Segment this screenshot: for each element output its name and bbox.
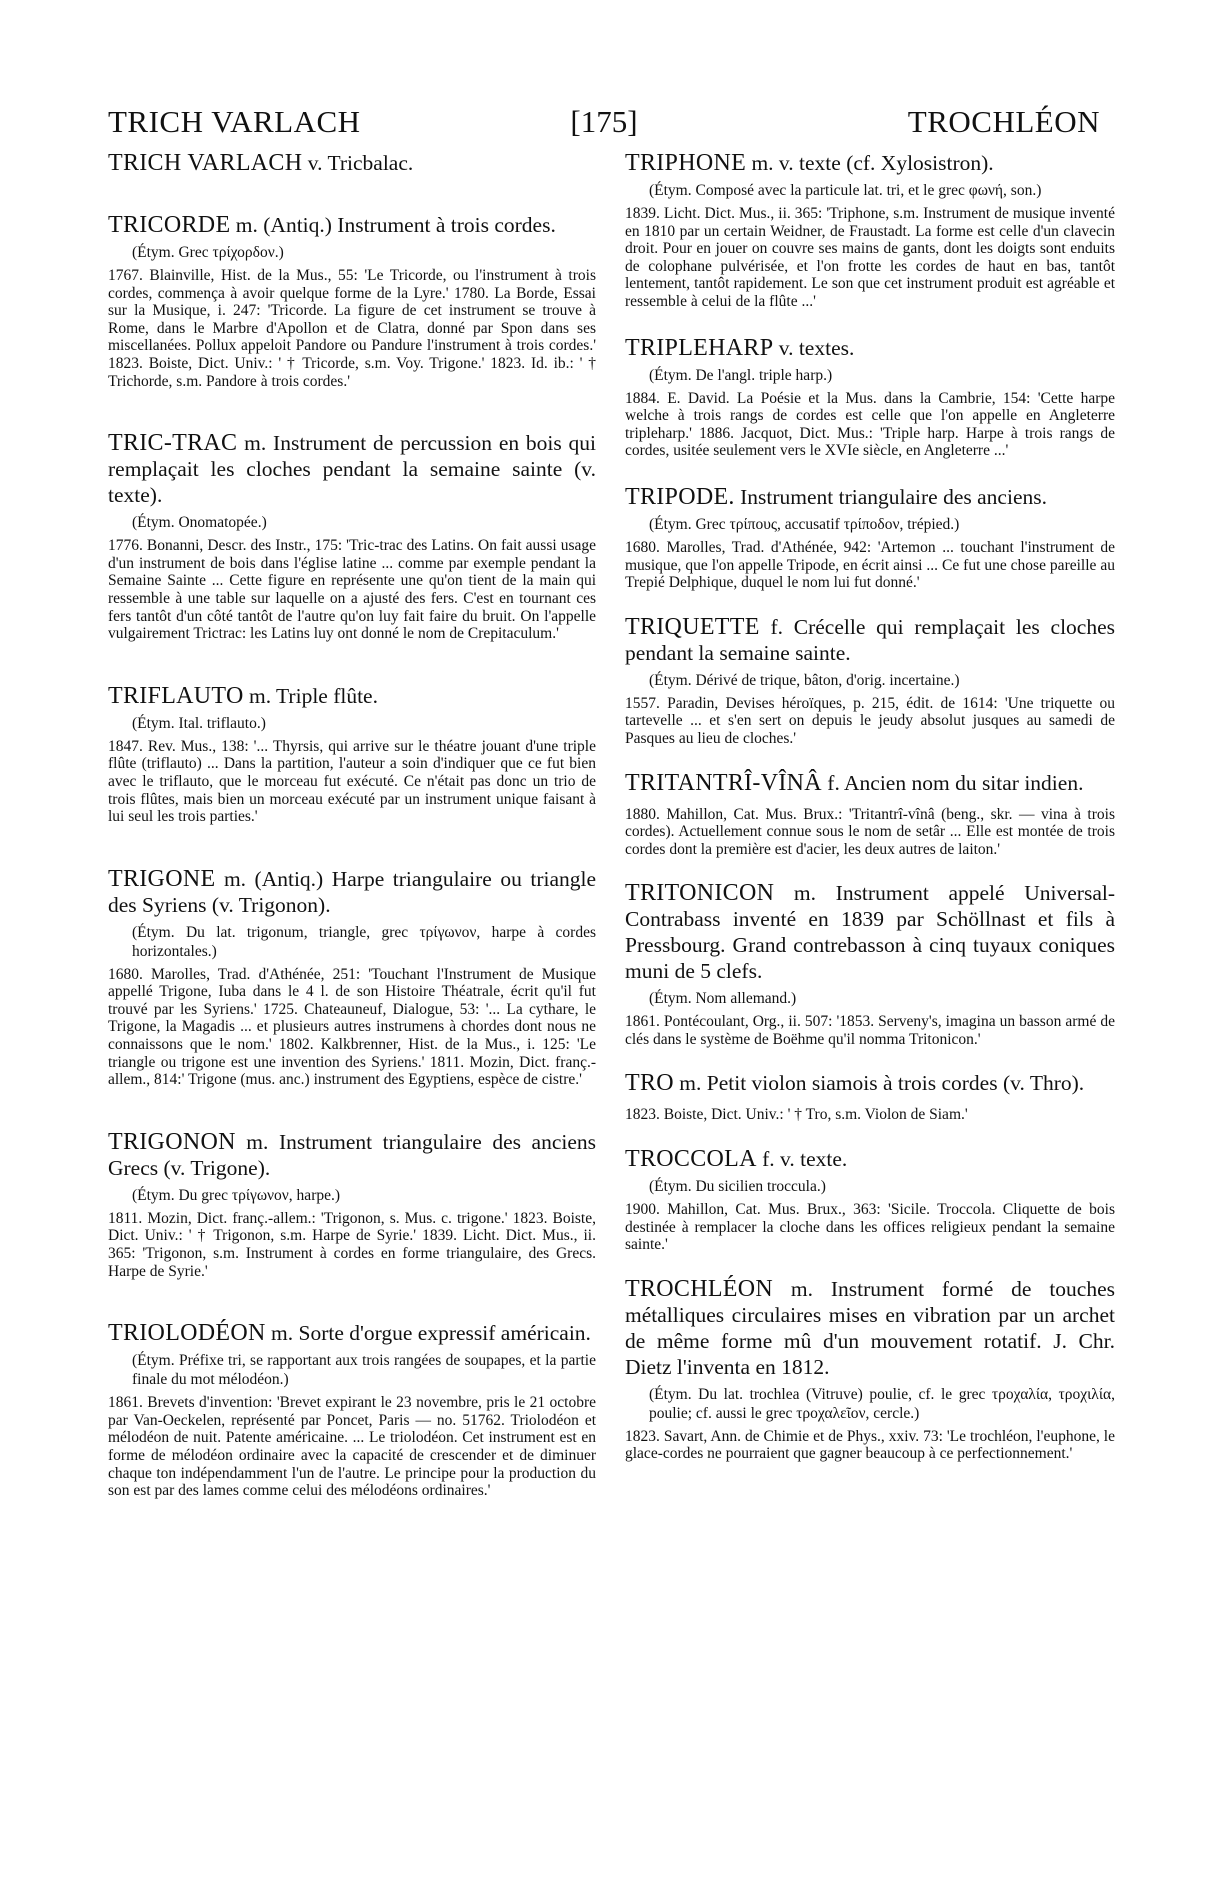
citation: 1767. Blainville, Hist. de la Mus., 55: 'Le Tricorde, ou l'instrument à trois cordes, commença à avoir quelque forme de la Lyre.' 1780. La Borde, Essai sur la Musique, i. 247: 'Tricorde. La figure de cet instrument se trouve à Rome, dans le Marbre d'Apollon et de Clatra, donné par Spon dans ses miscellanées. Pollux appeloit Pandore ou Pandure l'instrument à trois cordes.' 1823. Boiste, Dict. Univ.: ' † Tricorde, s.m. Voy. Trigone.' 1823. Id. ib.: ' † Trichorde, s.m. Pandore à trois cordes.' <box>108 267 596 390</box>
headword: TRIPLEHARP <box>625 334 774 361</box>
definition: f. Crécelle qui remplaçait les cloches pendant la semaine sainte. <box>625 614 1116 665</box>
headword: TRIFLAUTO <box>108 682 244 709</box>
page-number: [175] <box>570 104 638 139</box>
citation: 1823. Boiste, Dict. Univ.: ' † Tro, s.m. Violon de Siam.' <box>625 1106 968 1124</box>
headword: TRITONICON <box>625 880 775 907</box>
headword: TRIPODE. <box>625 483 735 510</box>
etymology: (Étym. Composé avec la particule lat. tri, et le grec φωνή, son.) <box>649 182 1042 199</box>
definition: m. Instrument de percussion en bois qui remplaçait les cloches pendant la semaine sainte (v. texte). <box>108 431 596 508</box>
citation: 1880. Mahillon, Cat. Mus. Brux.: 'Tritantrî-vînâ (beng., skr. — vina à trois cordes). Actuellement connue sous le nom de setâr ... Elle est montée de trois cordes dont la première est d'acier, les deux autres de laiton.' <box>625 805 1115 858</box>
entry-trochleon <box>625 1276 1115 1463</box>
etymology: (Étym. Nom allemand.) <box>649 990 797 1008</box>
headword: TRO <box>625 1070 674 1097</box>
citation: 1823. Savart, Ann. de Chimie et de Phys., xxiv. 73: 'Le trochléon, l'euphone, le glace-cordes ne pourraient que gagner beaucoup à ce perfectionnement.' <box>625 1427 1115 1463</box>
etymology: (Étym. Grec τρίπους, accusatif τρίποδον, trépied.) <box>649 515 960 533</box>
entry-trigone <box>108 866 596 1089</box>
headword: TRIGONE <box>108 865 216 892</box>
running-head-right: TROCHLÉON <box>907 104 1100 139</box>
etymology: (Étym. Dérivé de trique, bâton, d'orig. incertaine.) <box>649 671 960 689</box>
entry-tritantri-vina <box>625 770 1115 859</box>
headword: TRICORDE <box>108 212 231 238</box>
headword: TRITANTRÎ-VÎNÂ <box>625 769 822 796</box>
citation: 1811. Mozin, Dict. franç.-allem.: 'Trigonon, s. Mus. c. trigone.' 1823. Boiste, Dict. Univ.: ' † Trigonon, s.m. Harpe de Syrie.' 1839. Licht. Dict. Mus., ii. 365: 'Trigonon, s.m. Instrument à cordes en forme triangulaire, des Grecs. Harpe de Syrie.' <box>108 1209 596 1280</box>
entry-trich-varlach <box>108 150 596 176</box>
etymology: (Étym. Du sicilien troccula.) <box>649 1178 826 1196</box>
definition: m. Sorte d'orgue expressif américain. <box>271 1321 591 1346</box>
definition: m. Triple flûte. <box>248 683 378 708</box>
running-head-left: TRICH VARLACH <box>108 104 361 139</box>
etymology: (Étym. Du lat. trochlea (Vitruve) poulie, cf. le grec τροχαλία, τροχιλία, poulie; cf. aussi le grec τροχαλεῖον, cercle.) <box>649 1385 1115 1422</box>
citation: 1557. Paradin, Devises héroïques, p. 215, édit. de 1614: 'Une triquette ou tartevelle ... et s'en sert on depuis le jeudy absolut jusques au samedi de Pasques au lieu de cloches.' <box>625 694 1115 747</box>
page-header <box>108 104 1100 148</box>
definition: Instrument triangulaire des anciens. <box>740 484 1047 509</box>
entry-trigonon <box>108 1129 596 1280</box>
headword: TRIGONON <box>108 1128 236 1155</box>
entry-triolodeon <box>108 1320 596 1500</box>
left-column <box>108 150 596 1500</box>
headword: TRICH VARLACH <box>108 150 303 176</box>
definition: f. Ancien nom du sitar indien. <box>827 770 1084 795</box>
definition: m. (Antiq.) Harpe triangulaire ou triangle des Syriens (v. Trigonon). <box>108 866 597 917</box>
citation: 1847. Rev. Mus., 138: '... Thyrsis, qui arrive sur le théatre jouant d'une triple flûte (triflauto) ... Dans la partition, l'auteur a soin d'indiquer que ce fut bien avec le triflauto, que le morceau fut exécuté. Ce n'était pas donc un trio de trois flûtes, mais bien un morceau exécuté par un instrument unique faisant à lui seul les trois parties.' <box>108 737 596 826</box>
entry-tripode <box>625 484 1115 592</box>
entry-triphone <box>625 150 1115 311</box>
citation: 1680. Marolles, Trad. d'Athénée, 942: 'Artemon ... touchant l'instrument de musique, que l'on appelle Tripode, en écrit ainsi ... Ce fut une chose pareille au Trepié Delphique, duquel le nom lui fut donné.' <box>625 538 1115 592</box>
definition: m. (Antiq.) Instrument à trois cordes. <box>235 213 556 237</box>
etymology: (Étym. Préfixe tri, se rapportant aux trois rangées de soupapes, et la partie finale du mot mélodéon.) <box>132 1352 596 1389</box>
headword: TRIPHONE <box>625 150 747 176</box>
headword: TROCCOLA <box>625 1146 757 1173</box>
definition: f. v. texte. <box>762 1147 848 1172</box>
entry-troccola <box>625 1146 1115 1254</box>
etymology: (Étym. Du grec τρίγωνον, harpe.) <box>132 1186 341 1204</box>
citation: 1839. Licht. Dict. Mus., ii. 365: 'Triphone, s.m. Instrument de musique inventé en 1810 par un certain Weidner, de Fraustadt. La forme est celle d'un clavecin droit. Pour en jouer on couvre ses mains de gants, dont les doigts sont enduits de colophane pulvérisée, et l'on frotte les cordes de haut en bas, tantôt lentement, tantôt rapidement. Le son que cet instrument produit est agréable et ressemble à celui de la flûte ...' <box>625 205 1115 310</box>
entry-tro <box>625 1070 1115 1124</box>
etymology: (Étym. Onomatopée.) <box>132 514 267 532</box>
entry-triflauto <box>108 683 596 826</box>
definition: m. Instrument appelé Universal-Contrabass inventé en 1839 par Schöllnast et fils à Pressbourg. Grand contrebasson à cinq tuyaux coniques muni de 5 clefs. <box>625 881 1115 984</box>
entry-triquette <box>625 614 1115 748</box>
etymology: (Étym. Grec τρίχορδον.) <box>132 244 284 261</box>
entry-tripleharp <box>625 335 1115 460</box>
definition: m. Instrument triangulaire des anciens Grecs (v. Trigone). <box>108 1129 597 1180</box>
etymology: (Étym. Ital. triflauto.) <box>132 714 266 732</box>
right-column <box>625 150 1115 1463</box>
definition: m. v. texte (cf. Xylosistron). <box>751 151 994 175</box>
citation: 1861. Brevets d'invention: 'Brevet expirant le 23 novembre, pris le 21 octobre par Van-Oeckelen, représenté par Poncet, Paris — no. 51762. Triolodéon et mélodéon de nuit. Patente américaine. ... Le triolodéon. Cet instrument est en forme de mélodéon ordinaire avec la capacité de crescender et de diminuer chaque ton indépendamment l'un de l'autre. Le principe pour la production du son est par des lames comme celui des mélodéons ordinaires.' <box>108 1394 596 1500</box>
entry-tritonicon <box>625 880 1115 1048</box>
entry-tricorde <box>108 212 596 390</box>
definition: m. Petit violon siamois à trois cordes (v. Thro). <box>679 1071 1085 1096</box>
headword: TRIC-TRAC <box>108 430 238 457</box>
citation: 1884. E. David. La Poésie et la Mus. dans la Cambrie, 154: 'Cette harpe welche à trois rangs de cordes est celle que l'on appelle en Angleterre tripleharp.' 1886. Jacquot, Dict. Mus.: 'Triple harp. Harpe à trois rangs de cordes, usitée seulement vers le XVIe siècle, en Angleterre ...' <box>625 389 1115 460</box>
entry-tric-trac <box>108 430 596 643</box>
headword: TRIOLODÉON <box>108 1320 266 1347</box>
citation: 1900. Mahillon, Cat. Mus. Brux., 363: 'Sicile. Troccola. Cliquette de bois destinée à remplacer la cloche dans les offices religieux pendant la semaine sainte.' <box>625 1201 1115 1254</box>
definition: v. Tricbalac. <box>307 151 414 175</box>
etymology: (Étym. De l'angl. triple harp.) <box>649 366 833 384</box>
citation: 1776. Bonanni, Descr. des Instr., 175: 'Tric-trac des Latins. On fait aussi usage d'un instrument de bois dans l'église latine ... comme par exemple pendant la Semaine Sainte ... Cette figure en représente une qu'on tient de la main qui ressemble à une table sur laquelle on a ajusté des fers. C'est en tournant ces fers tantôt d'un côté tantôt de l'autre qu'on luy fait faire du bruit. On l'appelle vulgairement Trictrac: les Latins luy ont donné le nom de Crepitaculum.' <box>108 537 596 643</box>
etymology: (Étym. Du lat. trigonum, triangle, grec τρίγωνον, harpe à cordes horizontales.) <box>132 923 596 960</box>
citation: 1861. Pontécoulant, Org., ii. 507: '1853. Serveny's, imagina un basson armé de clés dans le système de Boëhme qu'il nomma Tritonicon.' <box>625 1013 1115 1048</box>
citation: 1680. Marolles, Trad. d'Athénée, 251: 'Touchant l'Instrument de Musique appellé Trigone, Iuba dans le 4 l. de son Histoire Théatrale, écrit qu'il fut trouvé par les Syriens.' 1725. Chateauneuf, Dialogue, 53: '... La cythare, le Trigone, la Magadis ... et plusieurs autres instrumens à chordes dont nous ne connaissons que le nom.' 1802. Kalkbrenner, Hist. de la Mus., i. 125: 'Le triangle ou trigone est une invention des Syriens.' 1811. Mozin, Dict. franç.-allem., 814:' Trigone (mus. anc.) instrument des Egyptiens, espèce de cistre.' <box>108 965 596 1089</box>
definition: v. textes. <box>778 335 855 360</box>
headword: TROCHLÉON <box>625 1275 774 1302</box>
headword: TRIQUETTE <box>625 613 760 640</box>
definition: m. Instrument formé de touches métalliques circulaires mises en vibration par un archet de même forme mû d'un mouvement rotatif. J. Chr. Dietz l'inventa en 1812. <box>625 1276 1115 1379</box>
